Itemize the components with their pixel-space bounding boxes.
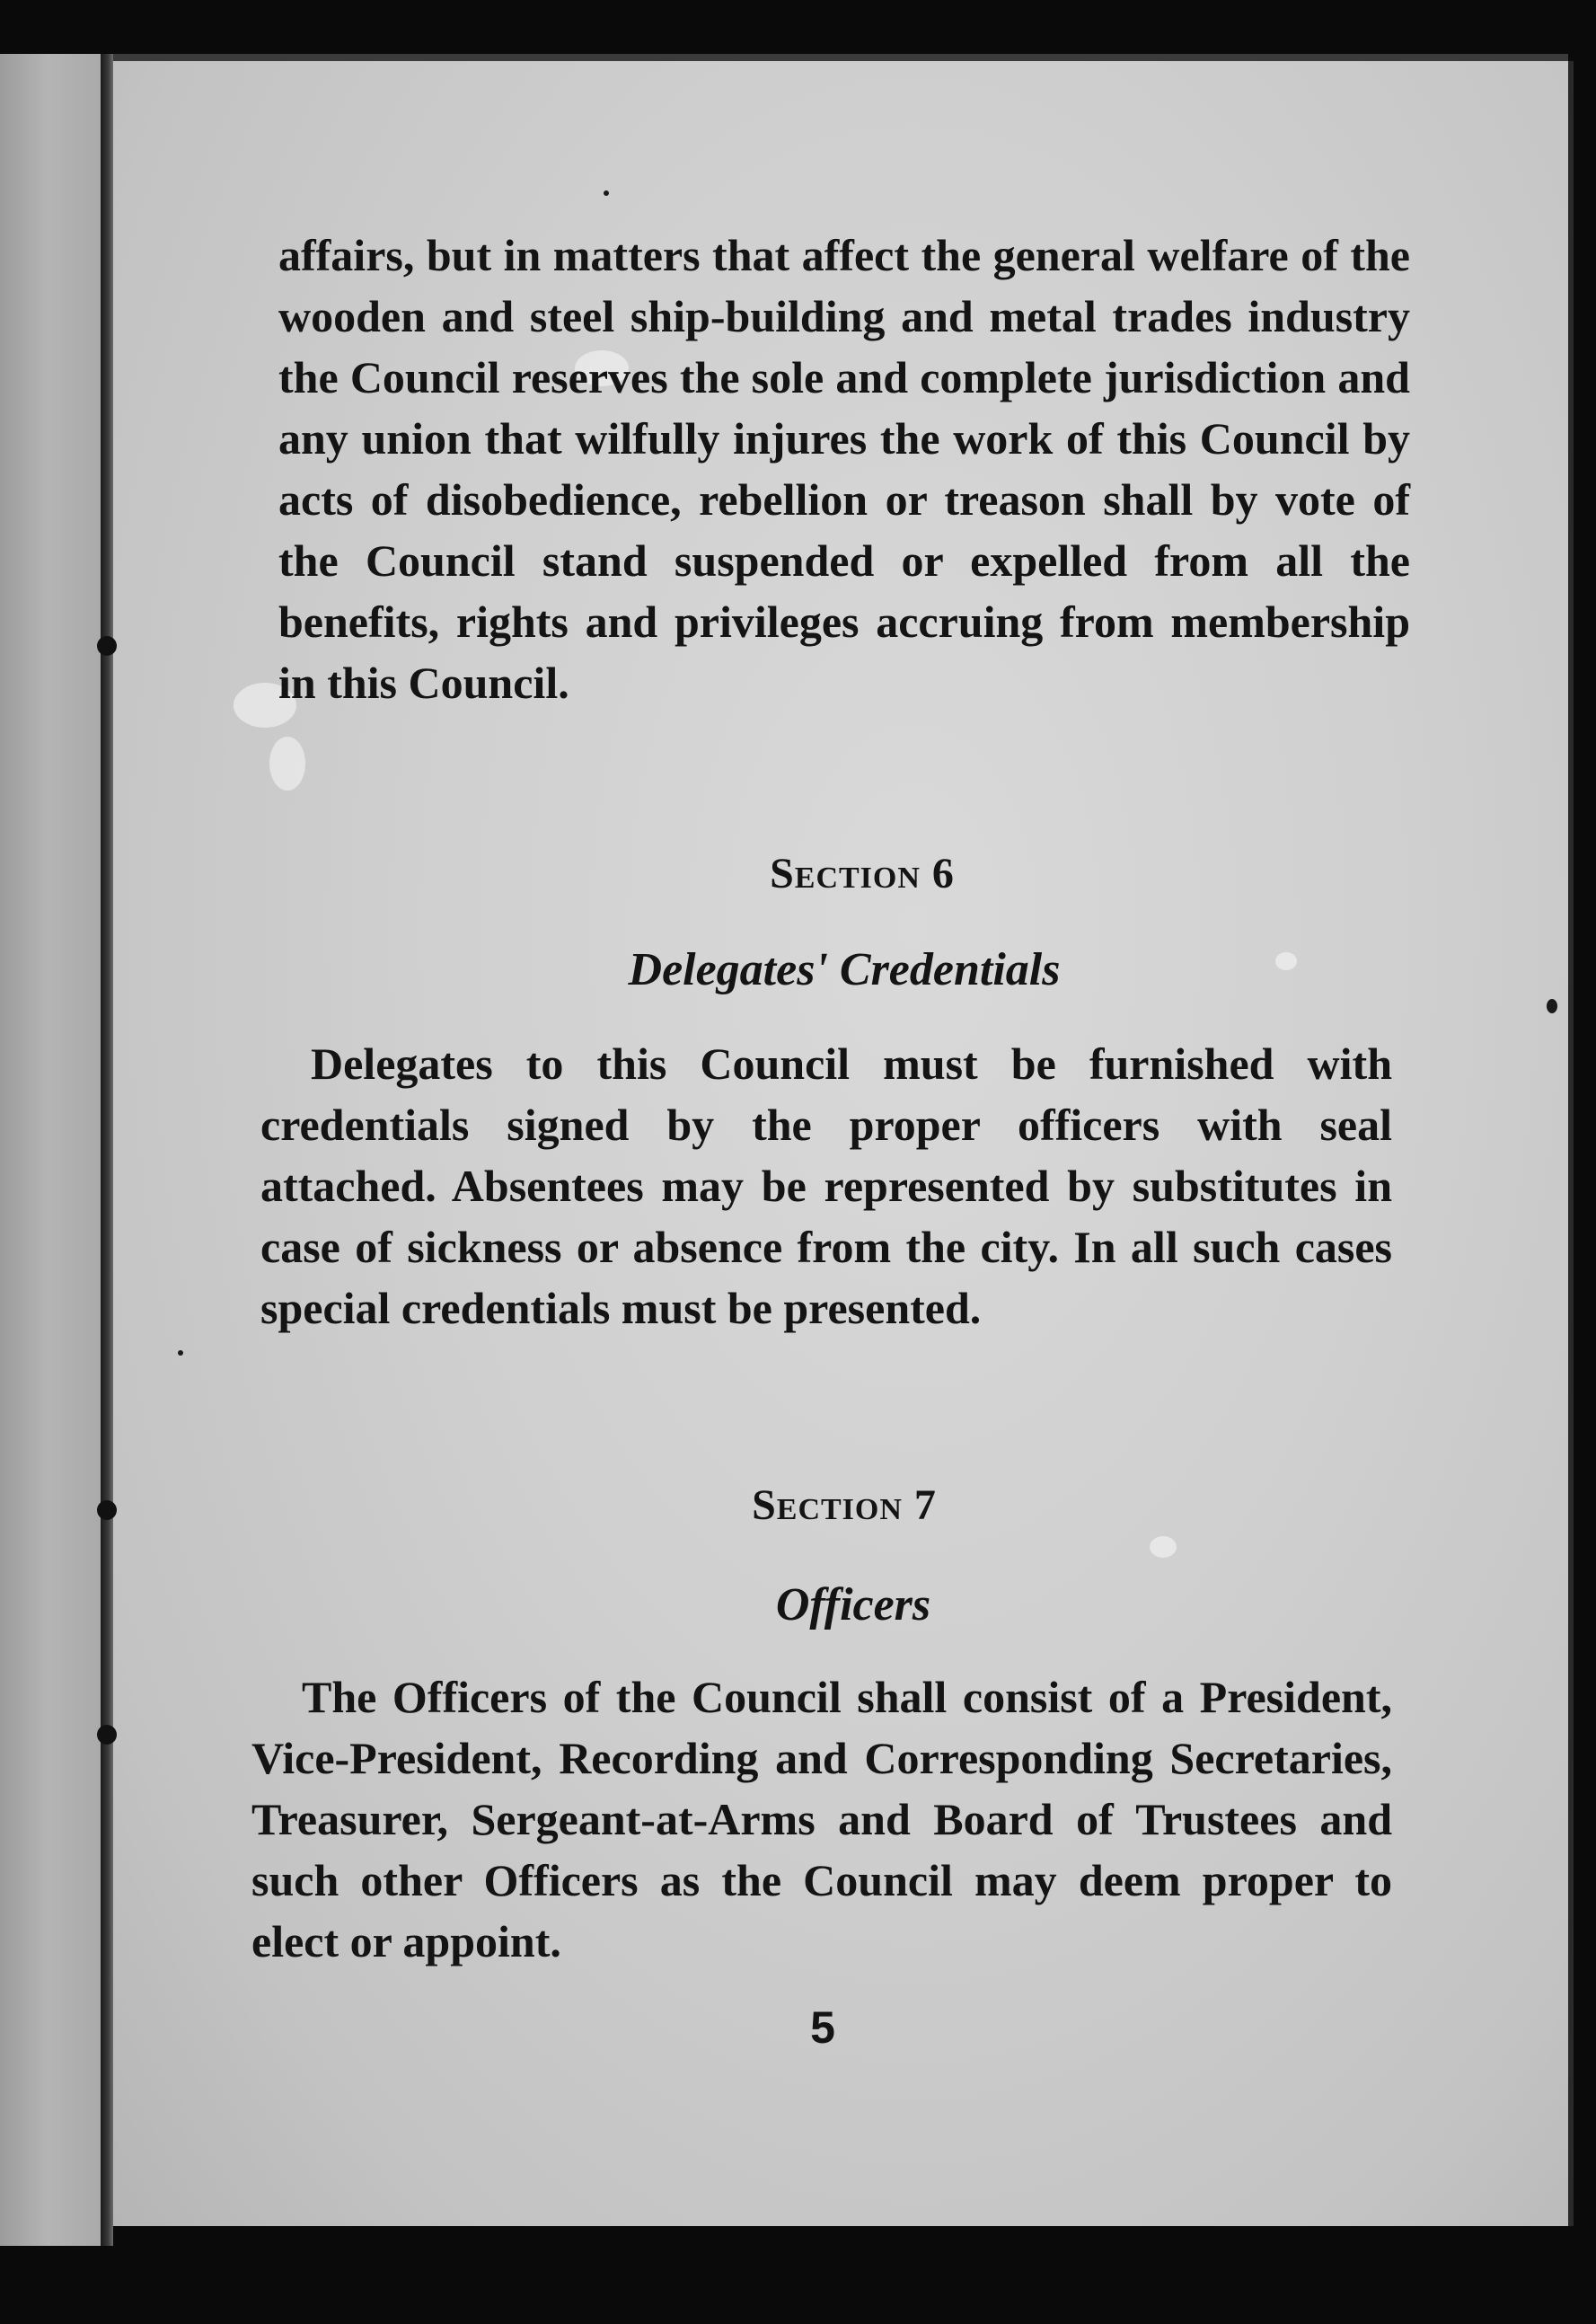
binding-stitch bbox=[97, 1500, 117, 1520]
ink-spot bbox=[604, 190, 609, 196]
section-7-heading: Section 7 bbox=[752, 1481, 937, 1529]
facing-page-edge bbox=[0, 54, 106, 2246]
binding-stitch bbox=[97, 1725, 117, 1745]
section-6-subtitle: Delegates' Credentials bbox=[628, 944, 1061, 995]
paragraph-officers: The Officers of the Council shall consist of a President, Vice-President, Recording and Corresponding Secretaries, Treasurer, Sergeant-at-Arms and Board of Trustees and such other Officers as the Council may deem proper to elect or appoint. bbox=[251, 1672, 1392, 1966]
page-number: 5 bbox=[810, 2002, 835, 2053]
paragraph-delegates-credentials: Delegates to this Council must be furnished with credentials signed by the proper officers with seal attached. Absentees may be represented by substitutes in case of sickness or absence from the city. In all such cases special credentials must be presented. bbox=[260, 1038, 1392, 1333]
ink-spot bbox=[1547, 999, 1557, 1013]
binding-stitch bbox=[97, 636, 117, 656]
paper-blemish bbox=[269, 737, 305, 791]
section-6-heading: Section 6 bbox=[770, 850, 955, 897]
book-spine bbox=[101, 54, 113, 2246]
section-7-subtitle: Officers bbox=[775, 1579, 931, 1630]
ink-spot bbox=[178, 1350, 183, 1356]
paper-blemish bbox=[1150, 1536, 1177, 1558]
paragraph-jurisdiction: affairs, but in matters that affect the general welfare of the wooden and steel ship-building and metal trades industry the Council reserves the sole and complete jurisdiction and any union that wilfully injures the work of this Council by acts of disobedience, rebellion or treason shall by vote of the Council stand suspended or expelled from all the benefits, rights and privileges accruing from membership in this Council. bbox=[278, 230, 1410, 708]
